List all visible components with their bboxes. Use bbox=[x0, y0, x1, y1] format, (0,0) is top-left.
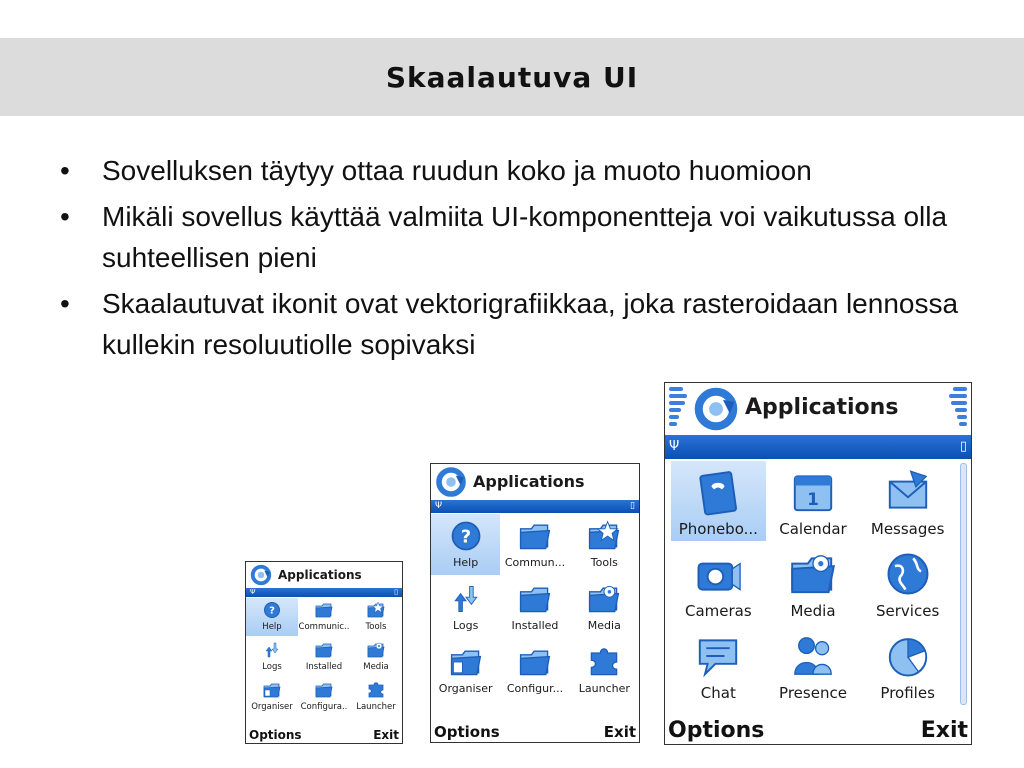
softkey-bar bbox=[246, 728, 402, 743]
status-bar bbox=[246, 588, 402, 597]
slide-title: Skaalautuva UI bbox=[385, 60, 639, 94]
grid-item-label: Organiser bbox=[251, 702, 293, 712]
camera-icon bbox=[692, 548, 744, 604]
applications-logo-icon bbox=[250, 564, 272, 590]
header-stripes-right bbox=[949, 387, 967, 429]
grid-item-label: Installed bbox=[511, 619, 559, 632]
battery-icon: ▯ bbox=[959, 439, 967, 454]
folder-icon bbox=[517, 518, 553, 558]
grid-item-label: Installed bbox=[305, 662, 343, 672]
grid-item-label: Logs bbox=[452, 619, 479, 632]
bullet-text: Mikäli sovellus käyttää valmiita UI-komponentteja voi vaikutussa olla suhteellisen pieni bbox=[102, 201, 948, 273]
presence-icon bbox=[787, 630, 839, 686]
folder-icon bbox=[314, 640, 334, 664]
grid-item-communic[interactable] bbox=[298, 598, 350, 636]
grid-item-label: Commun... bbox=[504, 556, 566, 569]
organiser-folder-icon bbox=[262, 680, 282, 704]
grid-item-media[interactable] bbox=[350, 638, 402, 676]
app-title: Applications bbox=[278, 568, 362, 582]
grid-item-label: Logs bbox=[262, 662, 282, 672]
messages-icon bbox=[882, 466, 934, 522]
grid-item-profiles[interactable] bbox=[860, 625, 955, 705]
chat-bubble-icon bbox=[692, 630, 744, 686]
exit-softkey[interactable]: Exit bbox=[373, 728, 399, 742]
grid-item-presence[interactable] bbox=[766, 625, 861, 705]
grid-item-label: Services bbox=[876, 602, 940, 620]
grid-item-phonebo[interactable] bbox=[671, 461, 766, 541]
bullet-list bbox=[60, 150, 1000, 370]
grid-item-services[interactable] bbox=[860, 543, 955, 623]
folder-icon bbox=[517, 581, 553, 621]
pie-chart-icon bbox=[882, 630, 934, 686]
header-stripes-left bbox=[669, 387, 687, 429]
exit-softkey[interactable]: Exit bbox=[603, 723, 636, 741]
grid-item-cameras[interactable] bbox=[671, 543, 766, 623]
grid-item-label: Presence bbox=[779, 684, 847, 702]
bullet-dot: • bbox=[60, 288, 70, 319]
grid-item-organiser[interactable] bbox=[246, 678, 298, 716]
app-header bbox=[246, 562, 402, 588]
softkey-bar bbox=[665, 712, 971, 744]
media-folder-icon bbox=[586, 581, 622, 621]
grid-item-label: Launcher bbox=[356, 702, 396, 712]
help-icon bbox=[262, 600, 282, 624]
calendar-icon bbox=[787, 466, 839, 522]
phonebook-icon bbox=[692, 466, 744, 522]
phone-screen-medium bbox=[430, 463, 640, 743]
grid-item-label: Media bbox=[790, 602, 836, 620]
grid-item-label: Phonebo... bbox=[678, 520, 758, 538]
bullet-text: Skaalautuvat ikonit ovat vektorigrafiikkaa, joka rasteroidaan lennossa kullekin resoluutiolle sopivaksi bbox=[102, 288, 959, 360]
bullet-dot: • bbox=[60, 201, 70, 232]
options-softkey[interactable]: Options bbox=[249, 728, 302, 742]
grid-item-label: Tools bbox=[590, 556, 618, 569]
grid-item-messages[interactable] bbox=[860, 461, 955, 541]
bullet-item bbox=[60, 196, 1000, 278]
exit-softkey[interactable]: Exit bbox=[920, 718, 968, 743]
grid-item-chat[interactable] bbox=[671, 625, 766, 705]
grid-item-label: Media bbox=[587, 619, 621, 632]
svg-text:?: ? bbox=[460, 526, 471, 548]
grid-item-help[interactable] bbox=[431, 514, 500, 575]
media-folder-icon bbox=[787, 548, 839, 604]
folder-icon bbox=[314, 680, 334, 704]
grid-item-configur[interactable] bbox=[500, 640, 569, 701]
grid-item-calendar[interactable] bbox=[766, 461, 861, 541]
grid-item-installed[interactable] bbox=[298, 638, 350, 676]
bullet-dot: • bbox=[60, 155, 70, 186]
grid-item-label: Launcher bbox=[578, 682, 630, 695]
app-header bbox=[431, 464, 639, 500]
grid-item-tools[interactable] bbox=[570, 514, 639, 575]
grid-item-launcher[interactable] bbox=[570, 640, 639, 701]
grid-item-installed[interactable] bbox=[500, 577, 569, 638]
app-title: Applications bbox=[745, 395, 899, 420]
grid-item-logs[interactable] bbox=[431, 577, 500, 638]
folder-icon bbox=[517, 644, 553, 684]
grid-item-label: Calendar bbox=[779, 520, 847, 538]
svg-text:?: ? bbox=[269, 605, 275, 617]
grid-item-label: Media bbox=[363, 662, 389, 672]
signal-icon: Ψ bbox=[669, 439, 680, 454]
signal-icon: Ψ bbox=[250, 588, 256, 596]
applications-logo-icon bbox=[693, 386, 739, 436]
logs-arrows-icon bbox=[262, 640, 282, 664]
app-header bbox=[665, 383, 971, 435]
media-folder-icon bbox=[366, 640, 386, 664]
softkey-bar bbox=[431, 722, 639, 742]
globe-icon bbox=[882, 548, 934, 604]
battery-icon: ▯ bbox=[394, 588, 398, 596]
grid-item-media[interactable] bbox=[766, 543, 861, 623]
grid-item-label: Help bbox=[453, 556, 479, 569]
grid-item-commun[interactable] bbox=[500, 514, 569, 575]
bullet-text: Sovelluksen täytyy ottaa ruudun koko ja muoto huomioon bbox=[102, 155, 812, 186]
status-bar bbox=[431, 500, 639, 513]
logs-arrows-icon bbox=[448, 581, 484, 621]
bullet-item bbox=[60, 150, 1000, 191]
grid-item-label: Organiser bbox=[438, 682, 493, 695]
grid-item-launcher[interactable] bbox=[350, 678, 402, 716]
grid-item-logs[interactable] bbox=[246, 638, 298, 676]
folder-icon bbox=[314, 600, 334, 624]
grid-item-label: Tools bbox=[365, 622, 387, 632]
scrollbar[interactable] bbox=[960, 463, 967, 705]
puzzle-icon bbox=[366, 680, 386, 704]
svg-text:1: 1 bbox=[807, 489, 819, 509]
grid-item-label: Cameras bbox=[684, 602, 752, 620]
grid-item-label: Chat bbox=[700, 684, 736, 702]
status-bar bbox=[665, 435, 971, 459]
options-softkey[interactable]: Options bbox=[668, 718, 765, 743]
phone-screen-large bbox=[664, 382, 972, 745]
phone-screen-small bbox=[245, 561, 403, 744]
help-icon bbox=[448, 518, 484, 558]
options-softkey[interactable]: Options bbox=[434, 723, 500, 741]
organiser-folder-icon bbox=[448, 644, 484, 684]
applications-logo-icon bbox=[435, 466, 467, 502]
slide-title-bar bbox=[0, 38, 1024, 116]
bullet-item bbox=[60, 283, 1000, 365]
grid-item-label: Help bbox=[262, 622, 282, 632]
grid-item-label: Profiles bbox=[880, 684, 935, 702]
grid-item-help[interactable] bbox=[246, 598, 298, 636]
grid-item-media[interactable] bbox=[570, 577, 639, 638]
grid-item-label: Communic.. bbox=[298, 622, 350, 632]
grid-item-configura[interactable] bbox=[298, 678, 350, 716]
app-title: Applications bbox=[473, 472, 585, 491]
tools-folder-icon bbox=[366, 600, 386, 624]
grid-item-label: Configur... bbox=[506, 682, 564, 695]
grid-item-organiser[interactable] bbox=[431, 640, 500, 701]
grid-item-label: Messages bbox=[870, 520, 945, 538]
tools-folder-icon bbox=[586, 518, 622, 558]
grid-item-label: Configura.. bbox=[300, 702, 348, 712]
puzzle-icon bbox=[586, 644, 622, 684]
grid-item-tools[interactable] bbox=[350, 598, 402, 636]
battery-icon: ▯ bbox=[630, 501, 635, 511]
signal-icon: Ψ bbox=[435, 501, 443, 511]
